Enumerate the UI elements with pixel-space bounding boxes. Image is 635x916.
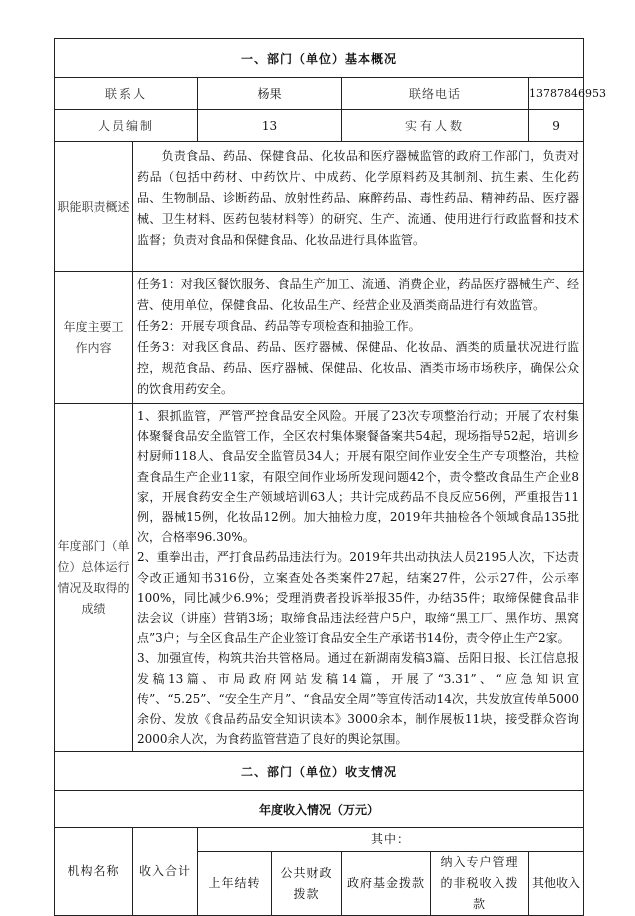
of-which-header: 其中： xyxy=(198,828,584,852)
budget-document xyxy=(54,38,606,912)
income-title-row xyxy=(55,791,584,828)
actual-value: 9 xyxy=(529,110,584,142)
contact-label: 联系人 xyxy=(55,78,198,110)
col-other-income: 其他收入 xyxy=(529,852,584,916)
income-title: 年度收入情况（万元） xyxy=(55,791,584,828)
col-prev-carryover: 上年结转 xyxy=(198,852,272,916)
tasks-row xyxy=(55,272,584,404)
contact-value: 杨果 xyxy=(198,78,342,110)
duties-text: 负责食品、药品、保健食品、化妆品和医疗器械监管的政府工作部门，负责对药品（包括中药材、中药饮片、中成药、化学原料药及其制剂、抗生素、生化药品、生物制品、诊断药品、放射性药品、麻醉药品、毒性药品、精神药品、医疗器械、卫生材料、医药包装材料等）的研究、生产、流通、使用进行行政监督和技术监督；负责对食品和保健食品、化妆品进行具体监管。 xyxy=(133,142,584,272)
col-nontax-income: 纳入专户管理的非税收入拨款 xyxy=(431,852,529,916)
staff-value: 13 xyxy=(198,110,342,142)
tasks-text: 任务1：对我区餐饮服务、食品生产加工、流通、消费企业，药品医疗器械生产、经营、使用单位，保健食品、化妆品生产、经营企业及酒类商品进行有效监管。 任务2：开展专项食品、药品等专项检查和抽验工作。 任务3：对我区食品、药品、医疗器械、保健品、化妆品、酒类的质量状况进行监控，规范食品、药品、医疗器械、保健品、化妆品、酒类市场市场秩序，确保公众的饮食用药安全。 xyxy=(133,272,584,404)
section2-header-row xyxy=(55,752,584,791)
phone-value: 13787846953 xyxy=(529,78,584,110)
income-header-row-1 xyxy=(55,828,584,852)
actual-label: 实有人数 xyxy=(342,110,529,142)
staff-label: 人员编制 xyxy=(55,110,198,142)
results-row xyxy=(55,404,584,752)
results-text: 1、狠抓监管，严管严控食品安全风险。开展了23次专项整治行动；开展了农村集体聚餐食品安全监管工作，全区农村集体聚餐备案共54起，现场指导52起，培训乡村厨师118人、食品安全监管员34人；开展有限空间作业安全生产专项整治，共检查食品生产企业11家，有限空间作业场所发现问题42个，责令整改食品生产企业8家，开展食药安全生产领域培训63人；共计完成药品不良反应56例，严重报告11例，器械15例，化妆品12例。加大抽检力度，2019年共抽检各个领域食品135批次，合格率96.30%。 2、重拳出击，严打食品药品违法行为。2019年共出动执法人员2195人次，下达责令改正通知书316份，立案查处各类案件27起，结案27件，公示27件，公示率100%，同比减少6.9%；受理消费者投诉举报35件，办结35件；取缔保健食品非法会议（讲座）营销3场；取缔食品违法经营户5户，取缔“黑工厂、黑作坊、黑窝点”3户；与全区食品生产企业签订食品安全生产承诺书14份，责令停止生产2家。 3、加强宣传，构筑共治共管格局。通过在新湖南发稿3篇、岳阳日报、长江信息报发稿13篇、市局政府网站发稿14篇，开展了“3.31”、“应急知识宣传”、“5.25”、“安全生产月”、“食品安全周”等宣传活动14次，共发放宣传单5000余份、发放《食品药品安全知识读本》3000余本，制作展板11块，接受群众咨询2000余人次，为食药监管营造了良好的舆论氛围。 xyxy=(133,404,584,752)
col-public-finance: 公共财政拨款 xyxy=(272,852,342,916)
contact-row xyxy=(55,78,584,110)
duties-row xyxy=(55,142,584,272)
staff-row xyxy=(55,110,584,142)
tasks-label: 年度主要工作内容 xyxy=(55,272,133,404)
col-gov-fund: 政府基金拨款 xyxy=(342,852,431,916)
org-name-header: 机构名称 xyxy=(55,828,133,916)
section1-title: 一、部门（单位）基本概况 xyxy=(55,39,584,78)
section1-header-row xyxy=(55,39,584,78)
results-label: 年度部门（单位）总体运行情况及取得的成绩 xyxy=(55,404,133,752)
section2-title: 二、部门（单位）收支情况 xyxy=(55,752,584,791)
phone-label: 联络电话 xyxy=(342,78,529,110)
duties-label: 职能职责概述 xyxy=(55,142,133,272)
income-total-header: 收入合计 xyxy=(133,828,198,916)
budget-table xyxy=(54,38,606,916)
